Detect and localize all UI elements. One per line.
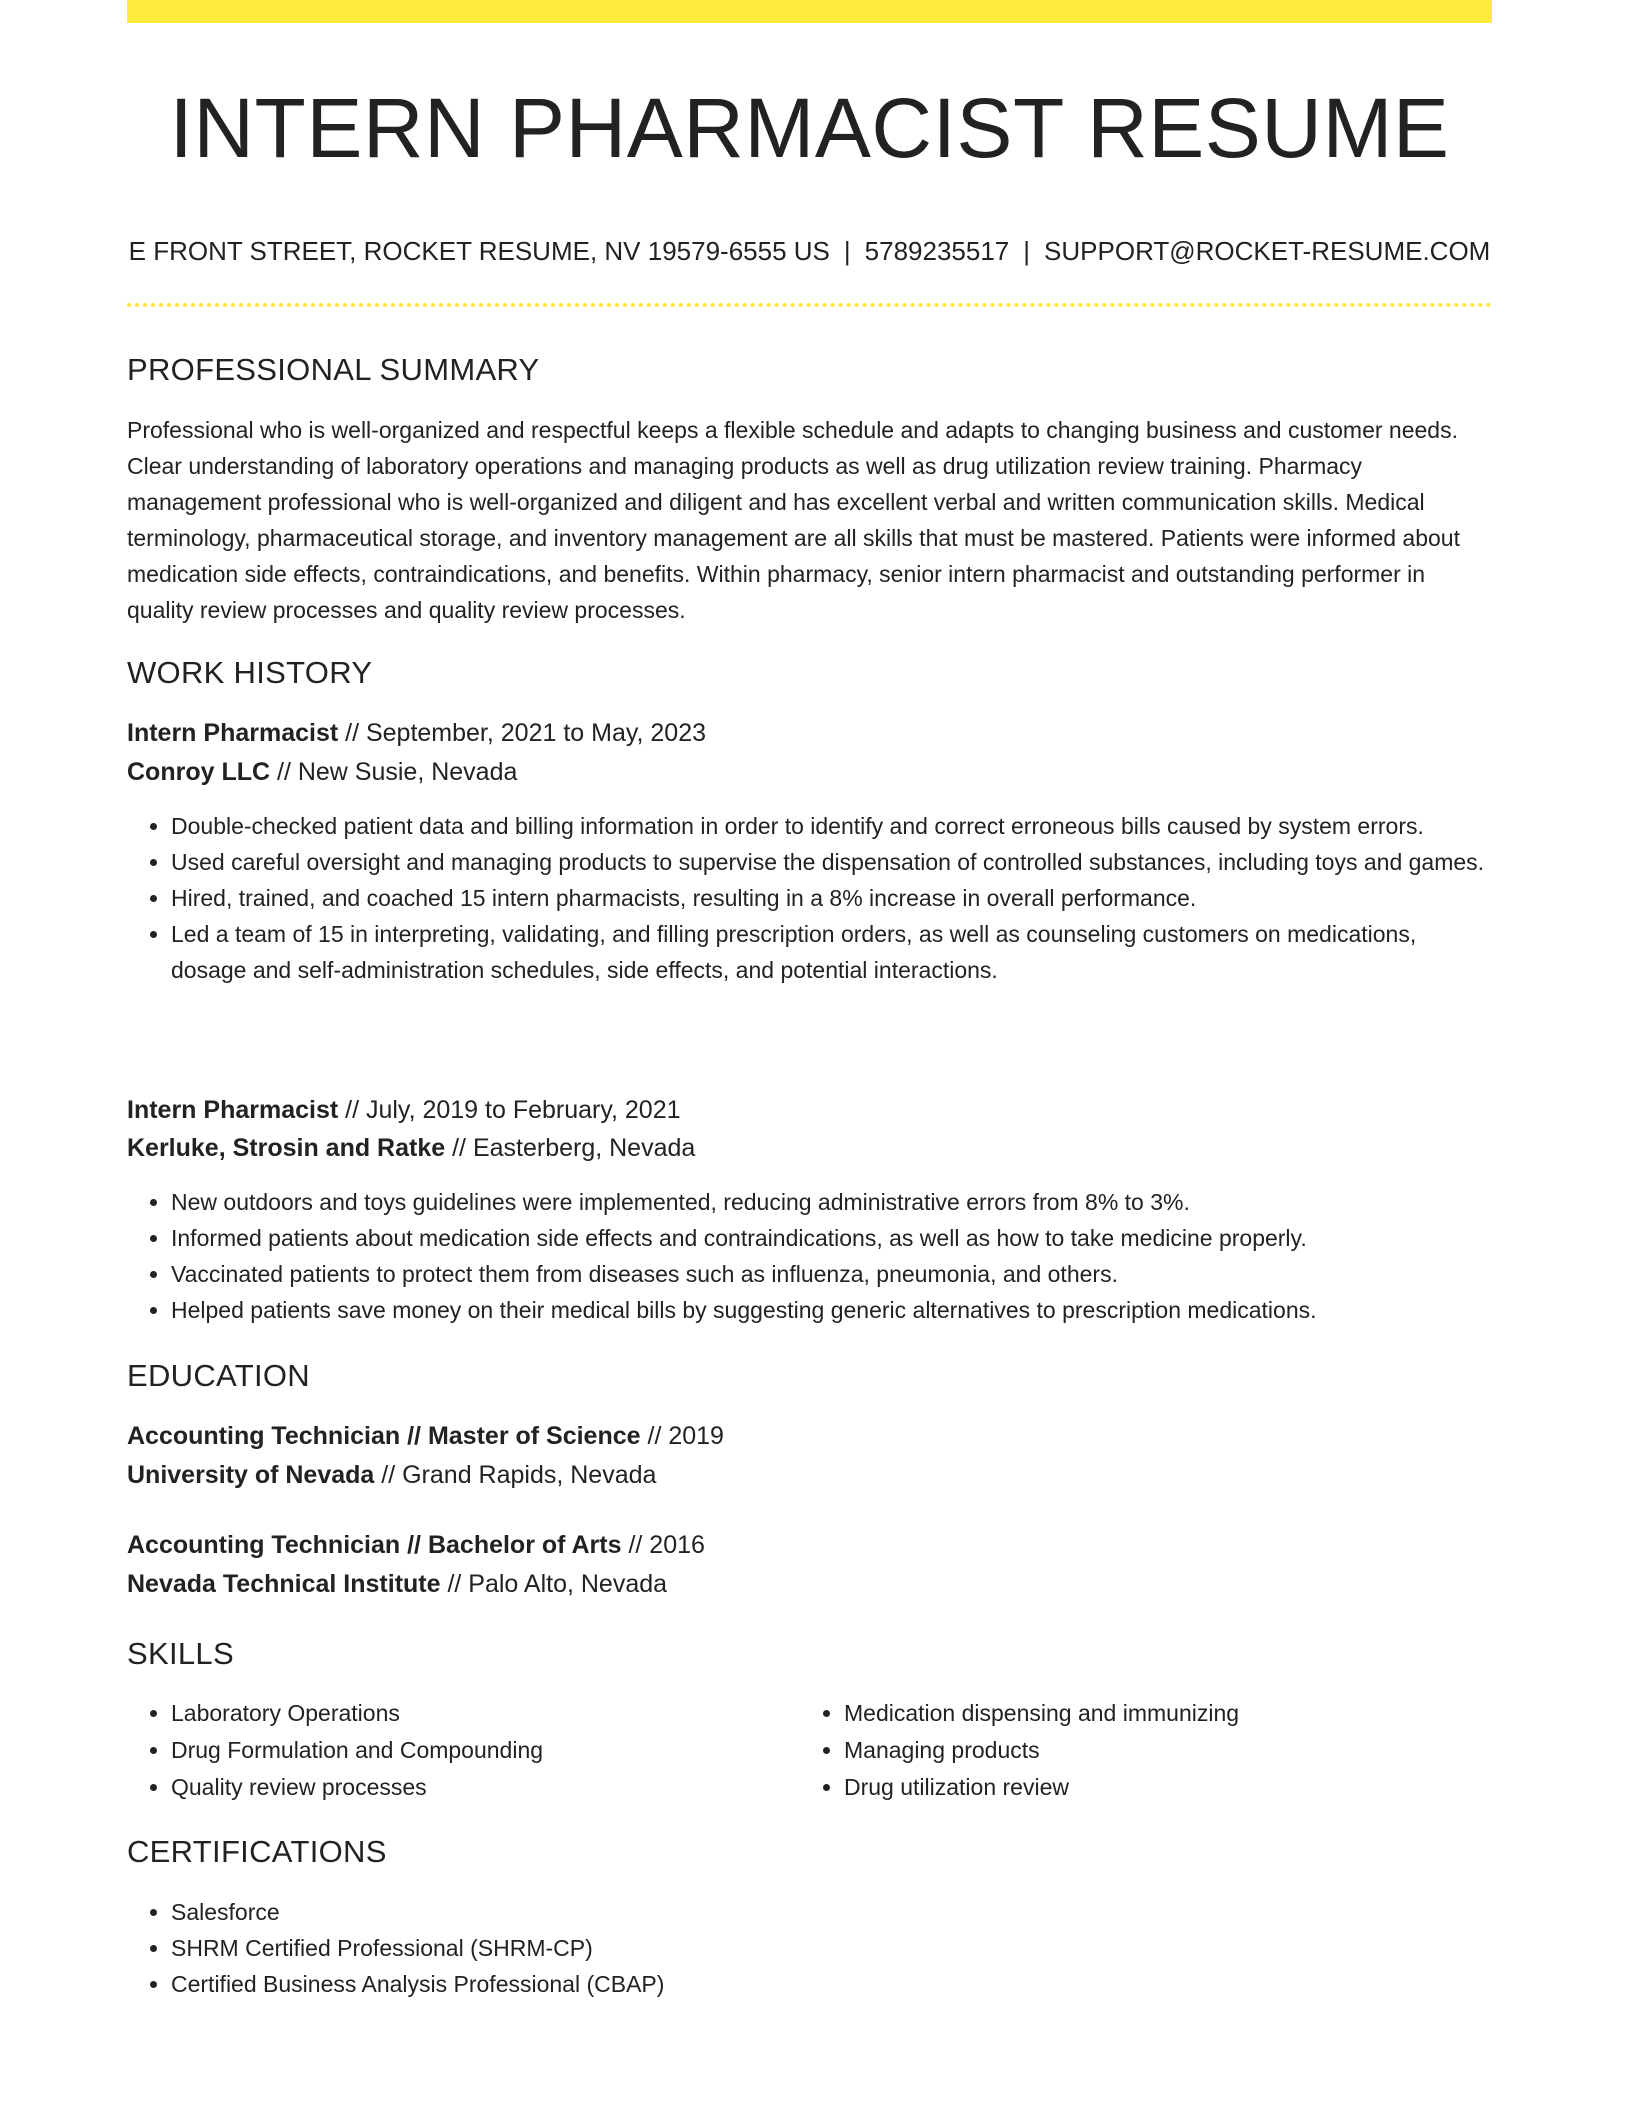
resume-title: INTERN PHARMACIST RESUME (169, 81, 1450, 175)
education-school: Nevada Technical Institute (127, 1570, 441, 1598)
contact-email: SUPPORT@ROCKET-RESUME.COM (1044, 236, 1491, 266)
list-item: • Informed patients about medication side effects and contraindications, as well as how to take medicine properly. (171, 1220, 1492, 1256)
certification-item: • Salesforce (171, 1894, 1492, 1930)
list-item: • Used careful oversight and managing products to supervise the dispensation of controlled substances, including toys and games. (171, 844, 1492, 880)
contact-address: E FRONT STREET, ROCKET RESUME, NV 19579-6555 US (128, 236, 830, 266)
job-title-line (127, 719, 706, 748)
job-title: Intern Pharmacist (127, 719, 339, 747)
contact-line (127, 236, 1492, 267)
skill-item: • Drug utilization review (844, 1769, 1472, 1806)
job-company-line (127, 758, 517, 787)
job-dates: // July, 2019 to February, 2021 (338, 1096, 681, 1124)
skill-item: • Managing products (844, 1732, 1472, 1769)
certifications-list (127, 1894, 1492, 2002)
skill-item: • Laboratory Operations (171, 1695, 799, 1732)
education-year: // 2016 (621, 1531, 705, 1559)
skill-item: • Drug Formulation and Compounding (171, 1732, 799, 1769)
education-location: // Palo Alto, Nevada (440, 1570, 668, 1598)
job-dates: // September, 2021 to May, 2023 (338, 719, 707, 747)
education-degree-line (127, 1531, 705, 1560)
skills-heading: SKILLS (127, 1636, 234, 1671)
list-item: • New outdoors and toys guidelines were implemented, reducing administrative errors from 8% to 3%. (171, 1184, 1492, 1220)
header-divider (127, 303, 1492, 307)
education-degree: Accounting Technician // Bachelor of Arts (127, 1531, 622, 1559)
education-degree: Accounting Technician // Master of Science (127, 1422, 641, 1450)
skills-list-left (127, 1695, 799, 1806)
education-heading: EDUCATION (127, 1358, 310, 1393)
education-school-line (127, 1570, 667, 1599)
contact-separator: | (1023, 236, 1031, 266)
skills-list-right (800, 1695, 1472, 1806)
certification-item: • Certified Business Analysis Professional (CBAP) (171, 1966, 1492, 2002)
accent-top-bar (127, 0, 1492, 23)
contact-separator: | (843, 236, 851, 266)
summary-text: Professional who is well-organized and respectful keeps a flexible schedule and adapts to changing business and customer needs. Clear understanding of laboratory operations and managing products as well as drug utilization review training. Pharmacy management professional who is well-organized and diligent and has excellent verbal and written communication skills. Medical terminology, pharmaceutical storage, and inventory management are all skills that must be mastered. Patients were informed about medication side effects, contraindications, and benefits. Within pharmacy, senior intern pharmacist and outstanding performer in quality review processes and quality review processes. (127, 417, 1460, 623)
skill-item: • Medication dispensing and immunizing (844, 1695, 1472, 1732)
job-company: Kerluke, Strosin and Ratke (127, 1134, 446, 1162)
education-school: University of Nevada (127, 1461, 375, 1489)
work-history-heading: WORK HISTORY (127, 655, 373, 690)
education-location: // Grand Rapids, Nevada (374, 1461, 657, 1489)
education-year: // 2019 (640, 1422, 724, 1450)
job-location: // Easterberg, Nevada (445, 1134, 696, 1162)
job-company: Conroy LLC (127, 758, 271, 786)
education-school-line (127, 1461, 656, 1490)
job-location: // New Susie, Nevada (270, 758, 518, 786)
education-degree-line (127, 1422, 724, 1451)
list-item: • Hired, trained, and coached 15 intern pharmacists, resulting in a 8% increase in overall performance. (171, 880, 1492, 916)
list-item: • Vaccinated patients to protect them from diseases such as influenza, pneumonia, and others. (171, 1256, 1492, 1292)
job-company-line (127, 1134, 695, 1163)
job-bullets (127, 1184, 1492, 1328)
job-title: Intern Pharmacist (127, 1096, 339, 1124)
list-item: • Double-checked patient data and billing information in order to identify and correct erroneous bills caused by system errors. (171, 808, 1492, 844)
list-item: • Led a team of 15 in interpreting, validating, and filling prescription orders, as well as counseling customers on medications, dosage and self-administration schedules, side effects, and potential interactions. (171, 916, 1492, 988)
list-item: • Helped patients save money on their medical bills by suggesting generic alternatives to prescription medications. (171, 1292, 1492, 1328)
skill-item: • Quality review processes (171, 1769, 799, 1806)
certification-item: • SHRM Certified Professional (SHRM-CP) (171, 1930, 1492, 1966)
job-title-line (127, 1096, 681, 1125)
certifications-heading: CERTIFICATIONS (127, 1834, 387, 1869)
job-bullets (127, 808, 1492, 988)
summary-heading: PROFESSIONAL SUMMARY (127, 352, 540, 387)
contact-phone: 5789235517 (864, 236, 1010, 266)
